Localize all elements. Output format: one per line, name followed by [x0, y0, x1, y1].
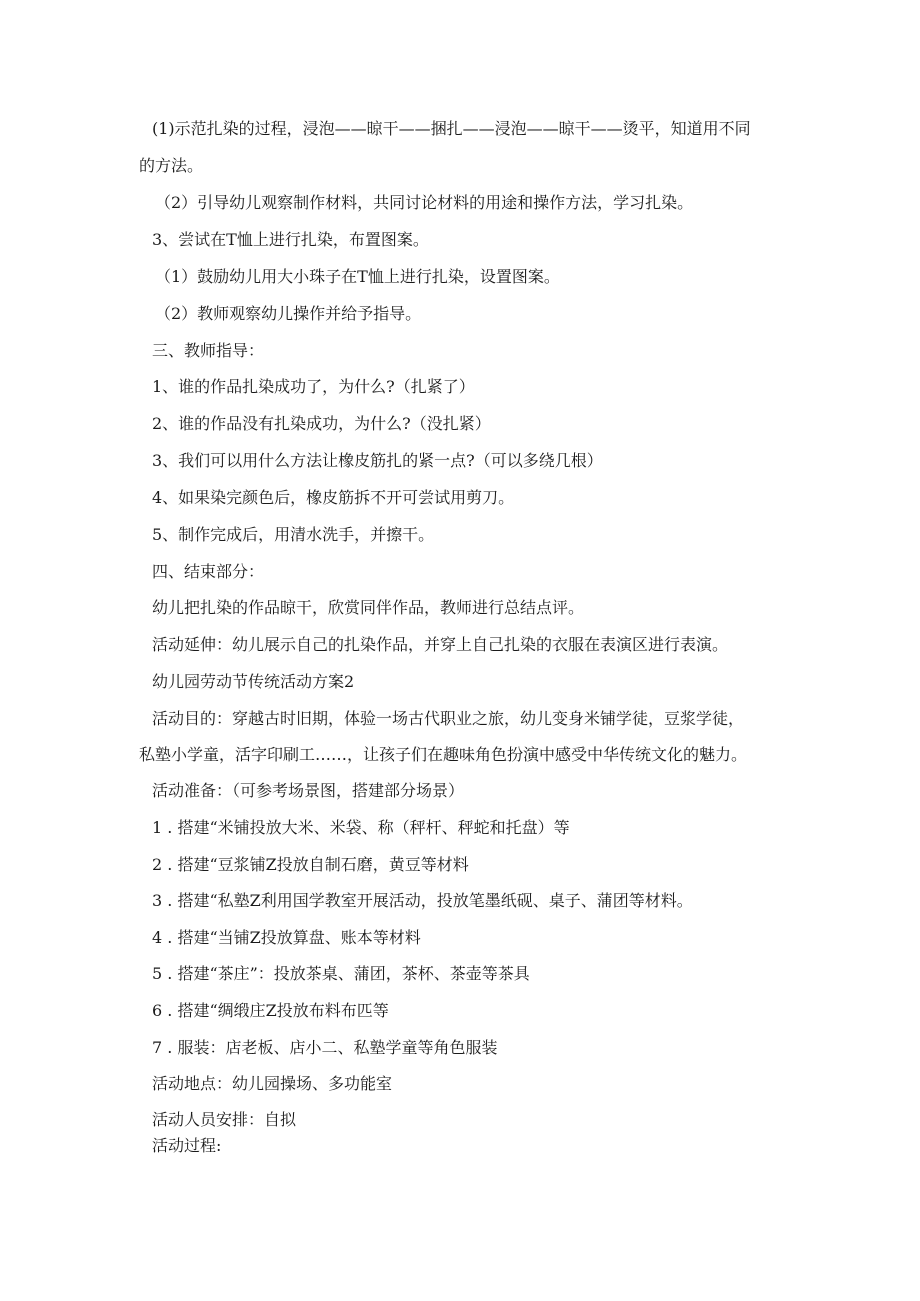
list-item-prep-4: 4 . 搭建“当铺Z投放算盘、账本等材料: [152, 928, 421, 947]
list-item-prep-1: 1 . 搭建“米铺投放大米、米袋、称（秤杆、秤蛇和托盘）等: [152, 818, 570, 837]
paragraph-step-1-demo: (1)示范扎染的过程，浸泡——晾干——捆扎——浸泡——晾干——烫平，知道用不同: [152, 119, 751, 138]
paragraph-preparation: 活动准备：（可参考场景图，搭建部分场景）: [152, 781, 465, 800]
heading-step-3: 3、尝试在T恤上进行扎染，布置图案。: [152, 230, 429, 249]
paragraph-step-3-2: （2）教师观察幼儿操作并给予指导。: [155, 304, 422, 323]
list-item-prep-7: 7 . 服装：店老板、店小二、私塾学童等角色服装: [152, 1038, 498, 1057]
paragraph-purpose: 活动目的：穿越古时旧期，体验一场古代职业之旅，幼儿变身米铺学徒，豆浆学徒，: [152, 709, 745, 728]
paragraph-location: 活动地点：幼儿园操场、多功能室: [152, 1074, 393, 1093]
list-item-guide-5: 5、制作完成后，用清水洗手，并擦干。: [152, 525, 435, 544]
list-item-guide-3: 3、我们可以用什么方法让橡皮筋扎的紧一点?（可以多绕几根）: [152, 451, 603, 470]
list-item-prep-5: 5 . 搭建“茶庄”：投放茶桌、蒲团，茶杯、茶壶等茶具: [152, 964, 530, 983]
paragraph-staffing: 活动人员安排：自拟: [152, 1110, 297, 1129]
paragraph-purpose-cont: 私塾小学童，活字印刷工……，让孩子们在趣味角色扮演中感受中华传统文化的魅力。: [139, 745, 748, 764]
list-item-prep-3: 3 . 搭建“私塾Z利用国学教室开展活动，投放笔墨纸砚、桌子、蒲团等材料。: [152, 891, 693, 910]
document-subtitle-plan-2: 幼儿园劳动节传统活动方案2: [152, 672, 355, 691]
list-item-prep-2: 2 . 搭建“豆浆铺Z投放自制石磨，黄豆等材料: [152, 855, 469, 874]
section-heading-teacher-guide: 三、教师指导：: [152, 341, 265, 360]
list-item-guide-4: 4、如果染完颜色后，橡皮筋拆不开可尝试用剪刀。: [152, 488, 515, 507]
paragraph-extension: 活动延伸：幼儿展示自己的扎染作品，并穿上自己扎染的衣服在表演区进行表演。: [152, 635, 729, 654]
list-item-guide-2: 2、谁的作品没有扎染成功，为什么?（没扎紧）: [152, 414, 491, 433]
list-item-prep-6: 6 . 搭建“绸缎庄Z投放布料布匹等: [152, 1001, 389, 1020]
paragraph-step-3-1: （1）鼓励幼儿用大小珠子在T恤上进行扎染，设置图案。: [155, 267, 560, 286]
paragraph-step-1-demo-cont: 的方法。: [139, 156, 204, 175]
list-item-guide-1: 1、谁的作品扎染成功了，为什么?（扎紧了）: [152, 377, 475, 396]
paragraph-ending: 幼儿把扎染的作品晾干，欣赏同伴作品，教师进行总结点评。: [152, 598, 585, 617]
paragraph-process: 活动过程:: [152, 1136, 222, 1155]
paragraph-step-2-guide: （2）引导幼儿观察制作材料，共同讨论材料的用途和操作方法，学习扎染。: [155, 193, 694, 212]
section-heading-ending: 四、结束部分：: [152, 562, 265, 581]
